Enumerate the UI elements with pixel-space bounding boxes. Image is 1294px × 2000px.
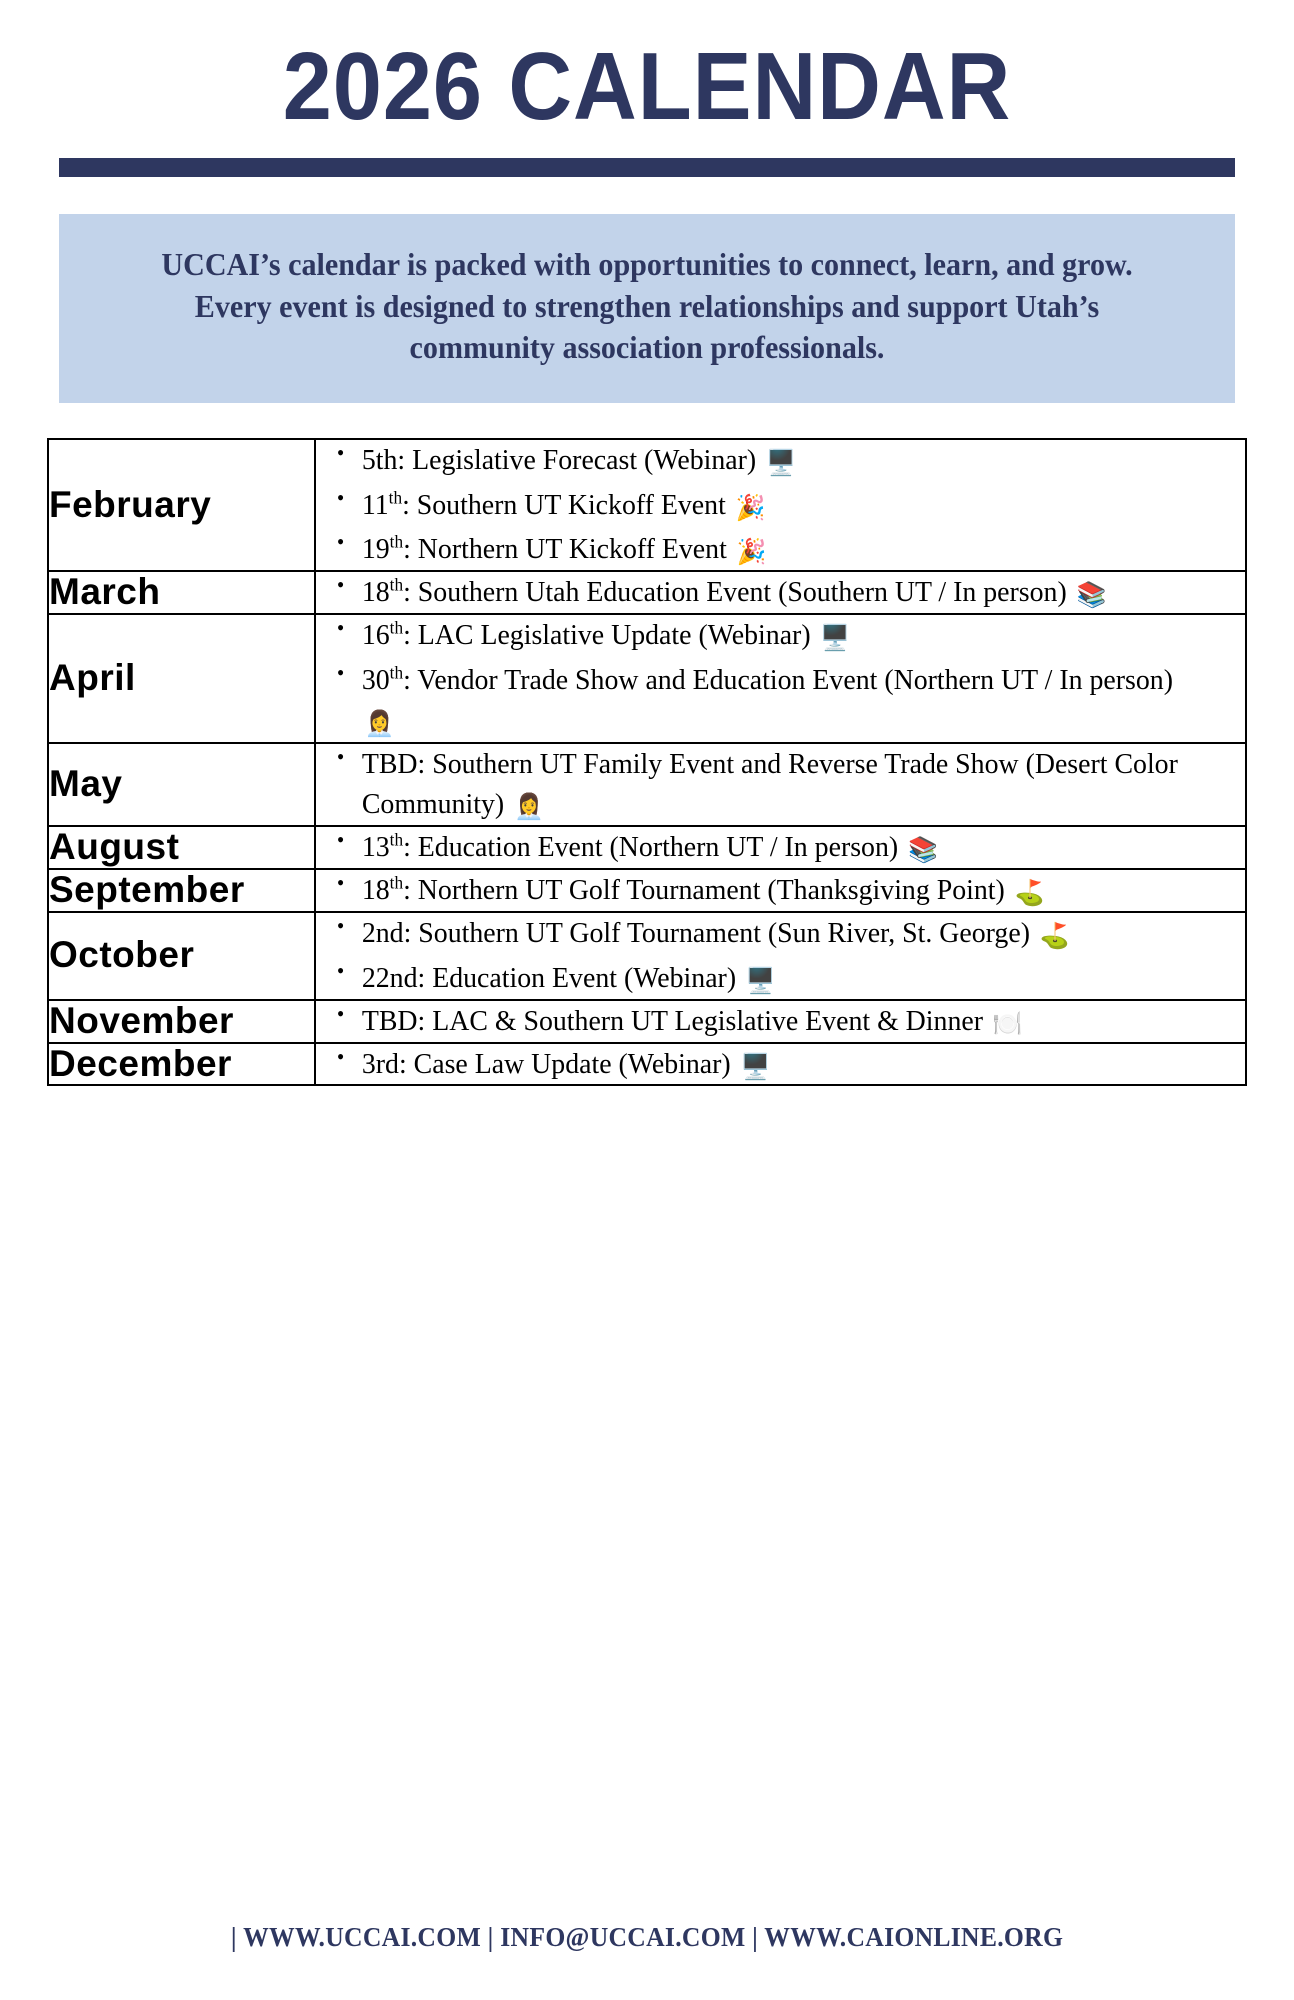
month-label: May [49,763,123,805]
footer [0,1922,1294,1953]
event-list [316,744,1245,825]
month-cell [48,1043,315,1086]
party-popper-icon: 🎉 [736,537,767,567]
event-list [316,615,1245,741]
office-worker-icon: 👩‍💼 [364,708,395,738]
event-description: : Southern UT Family Event and Reverse Trade Show (Desert Color Community) [361,747,1178,821]
list-item [358,744,1210,825]
event-day: 30 [361,664,390,697]
event-description: : Education Event (Webinar) [417,961,744,994]
list-item [358,870,1210,911]
events-cell [315,869,1246,912]
event-day-ordinal-suffix: th [389,617,404,638]
event-day: 11 [361,488,389,521]
events-cell [315,614,1246,742]
intro-callout [59,214,1235,403]
events-cell [315,439,1246,572]
month-label: March [49,571,161,613]
events-cell [315,1043,1246,1086]
calendar-table-container [47,438,1247,1087]
list-item [358,660,1210,741]
calendar-table [47,438,1247,1087]
month-cell [48,869,315,912]
month-label: December [49,1042,232,1084]
list-item [358,529,1210,570]
list-item [358,572,1210,613]
month-cell [48,614,315,742]
event-day-ordinal-suffix: th [389,662,404,683]
title-divider-rule [59,158,1235,177]
books-icon: 📚 [908,835,938,865]
event-description: : Case Law Update (Webinar) [398,1047,738,1080]
event-description: : Vendor Trade Show and Education Event (Northern UT / In person) [403,664,1173,697]
events-cell [315,912,1246,1000]
event-day: 18 [361,576,390,609]
month-cell [48,1000,315,1043]
footer-contact-line: | WWW.UCCAI.COM | INFO@UCCAI.COM | WWW.CAIONLINE.ORG [230,1922,1064,1952]
table-row [48,1043,1246,1086]
event-day: TBD [361,1004,418,1037]
list-item [358,827,1210,868]
table-row [48,571,1246,614]
month-label: November [49,999,234,1041]
event-day: 22nd [361,961,418,994]
list-item [358,1001,1210,1042]
title-section [0,0,1294,177]
month-label: August [49,826,180,868]
event-list [316,572,1245,613]
events-cell [315,571,1246,614]
table-row [48,614,1246,742]
office-worker-icon: 👩‍💼 [513,792,544,822]
event-day: 3rd [361,1047,399,1080]
books-icon: 📚 [1076,580,1107,610]
list-item [358,615,1210,656]
month-cell [48,571,315,614]
event-day: 16 [361,619,390,652]
desktop-computer-icon: 🖥️ [745,965,776,995]
event-day: TBD [361,747,418,780]
events-cell [315,1000,1246,1043]
desktop-computer-icon: 🖥️ [820,623,851,653]
table-row [48,869,1246,912]
event-description: : LAC & Southern UT Legislative Event & Dinner [417,1004,990,1037]
list-item [358,485,1210,526]
event-day-ordinal-suffix: th [388,486,403,507]
event-description: : LAC Legislative Update (Webinar) [403,619,818,652]
event-description: : Southern UT Kickoff Event [402,488,733,521]
event-description: : Education Event (Northern UT / In person) [403,831,906,864]
intro-paragraph: UCCAI’s calendar is packed with opportunities to connect, learn, and grow. Every event is designed to strengthen relationships and support Utah’s community association professionals. [161,245,1133,366]
event-day-ordinal-suffix: th [389,531,404,552]
event-day: 19 [361,533,390,566]
desktop-computer-icon: 🖥️ [740,1051,771,1081]
list-item [358,1044,1210,1085]
month-cell [48,826,315,869]
event-list [316,827,1245,868]
fork-knife-plate-icon: 🍽️ [992,1008,1023,1038]
table-row [48,439,1246,572]
event-day-ordinal-suffix: th [389,829,404,850]
list-item [358,913,1210,954]
event-day: 5th [361,443,398,476]
event-list [316,1044,1245,1085]
golf-flag-icon: ⛳ [1014,877,1045,907]
event-description: : Southern Utah Education Event (Southern UT / In person) [403,576,1074,609]
month-label: October [49,934,195,976]
event-description: : Southern UT Golf Tournament (Sun River, St. George) [403,916,1037,949]
desktop-computer-icon: 🖥️ [766,447,796,477]
golf-flag-icon: ⛳ [1039,920,1070,950]
event-list [316,913,1245,999]
month-label: September [49,869,245,911]
event-list [316,870,1245,911]
events-cell [315,743,1246,826]
month-cell [48,743,315,826]
table-row [48,826,1246,869]
event-list [316,440,1245,571]
page-title: 2026 CALENDAR [282,33,1012,140]
month-label: February [49,483,212,525]
event-description: : Northern UT Golf Tournament (Thanksgiving Point) [403,874,1012,906]
event-description: : Northern UT Kickoff Event [403,533,734,566]
list-item [358,958,1210,999]
calendar-table-body [48,439,1246,1086]
table-row [48,1000,1246,1043]
table-row [48,743,1246,826]
table-row [48,912,1246,1000]
event-list [316,1001,1245,1042]
event-day: 13 [361,831,390,864]
month-label: April [49,657,136,699]
event-day-ordinal-suffix: th [389,872,404,893]
event-day: 2nd [361,916,404,949]
month-cell [48,439,315,572]
event-description: : Legislative Forecast (Webinar) [397,443,764,476]
party-popper-icon: 🎉 [735,492,766,522]
event-day: 18 [361,874,390,906]
events-cell [315,826,1246,869]
month-cell [48,912,315,1000]
event-day-ordinal-suffix: th [389,574,404,595]
list-item [358,440,1210,481]
